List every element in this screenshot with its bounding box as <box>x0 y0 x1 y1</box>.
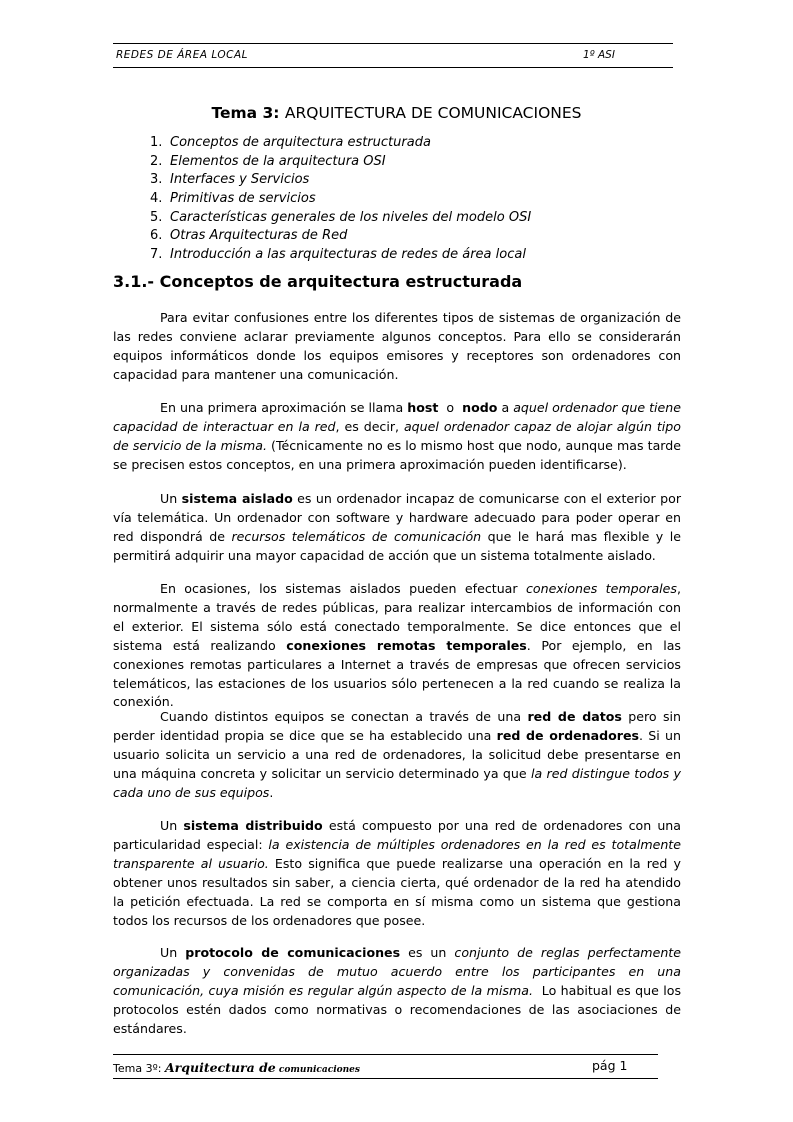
term-protocolo: protocolo de comunicaciones <box>185 945 401 960</box>
footer-chapter-subtitle: comunicaciones <box>275 1065 360 1075</box>
text: o <box>438 400 463 415</box>
text: Para evitar confusiones entre los diferentes tipos de sistemas de organización de las redes conviene aclarar previamente algunos conceptos. Para ello se considerarán equipos informáticos donde los equipos emisores y receptores son ordenadores con capacidad para mantener una comunicación. <box>113 310 681 382</box>
text: es un ordenador incapaz de comunicarse con el exterior por vía telemática. Un ordenador con software y hardware adecuado para poder operar en red dispondrá de <box>113 491 682 544</box>
text: . Por ejemplo, en las conexiones remotas particulares a Internet a través de empresas que ofrecen servicios telemáticos, las estaciones de los usuarios sólo pertenecen a la red cuando se realiza la conexión. <box>113 637 681 710</box>
text: Cuando distintos equipos se conectan a través de una <box>160 709 528 724</box>
toc-text: Conceptos de arquitectura estructurada <box>170 135 431 150</box>
page-number: pág 1 <box>592 1058 628 1073</box>
page-title <box>113 104 680 122</box>
paragraph-sistema-distribuido <box>113 817 681 930</box>
term-conexiones-remotas: conexiones remotas temporales <box>286 637 527 653</box>
toc-number: 5. <box>150 209 163 225</box>
definition: conjunto de reglas perfectamente organizadas y convenidas de mutuo acuerdo entre los participantes en una comunicación, cuya misión es regular algún aspecto de la misma. <box>113 945 681 998</box>
text: , es decir, <box>335 418 404 434</box>
header-course-level: 1º ASI <box>583 49 615 61</box>
text: (Técnicamente no es lo mismo host que nodo, aunque mas tarde se precisen estos conceptos, en una primera aproximación pueden identificarse). <box>113 437 681 472</box>
term-nodo: nodo <box>462 400 498 415</box>
text: a <box>497 400 514 415</box>
toc-item <box>150 246 531 265</box>
toc-number: 6. <box>150 228 163 244</box>
footer-prefix: Tema 3º: <box>113 1062 165 1075</box>
title-text: ARQUITECTURA DE COMUNICACIONES <box>284 104 582 122</box>
toc-item <box>150 227 531 246</box>
toc-text: Elementos de la arquitectura OSI <box>170 153 386 169</box>
toc-text: Otras Arquitecturas de Red <box>170 228 348 244</box>
text: que le hará mas flexible y le permitirá adquirir una mayor capacidad de acción que un sistema totalmente aislado. <box>113 528 681 563</box>
toc-number: 3. <box>150 172 163 188</box>
text: . <box>269 784 274 800</box>
paragraph-protocolo <box>113 944 686 1039</box>
text: , normalmente a través de redes públicas, para realizar intercambios de información con el exterior. El sistema sólo está conectado temporalmente. Se dice entonces que el sistema está realizando <box>113 581 682 653</box>
toc-number: 7. <box>150 247 163 263</box>
definition: aquel ordenador capaz de alojar algún tipo de servicio de la misma. <box>113 418 681 453</box>
emphasis: la red distingue todos y cada uno de sus equipos <box>113 765 681 800</box>
toc-item <box>150 171 531 190</box>
header-top-rule <box>113 43 673 44</box>
footer-top-rule <box>113 1054 658 1055</box>
paragraph-red-datos <box>113 708 681 803</box>
toc-text: Introducción a las arquitecturas de redes de área local <box>170 247 526 263</box>
text: En una primera aproximación se llama <box>160 400 408 415</box>
toc-item <box>150 209 531 228</box>
title-prefix: Tema 3: <box>211 104 280 122</box>
emphasis: recursos telemáticos de comunicación <box>231 528 482 544</box>
header-bottom-rule <box>113 67 673 68</box>
text: En ocasiones, los sistemas aislados pueden efectuar <box>160 581 526 596</box>
toc-number: 2. <box>150 153 163 169</box>
term-sistema-aislado: sistema aislado <box>181 491 293 506</box>
emphasis: la existencia de múltiples ordenadores en la red es totalmente transparente al usuario. <box>113 836 681 871</box>
text: es un <box>400 945 455 960</box>
term-red-de-ordenadores: red de ordenadores <box>496 727 640 743</box>
paragraph-conexiones <box>113 580 681 712</box>
toc-text: Primitivas de servicios <box>170 191 316 207</box>
term-red-de-datos: red de datos <box>527 709 622 724</box>
toc-text: Características generales de los niveles del modelo OSI <box>170 209 532 225</box>
footer-bottom-rule <box>113 1078 658 1079</box>
footer-chapter <box>113 1060 360 1075</box>
header-course-title: REDES DE ÁREA LOCAL <box>116 49 248 61</box>
toc-item <box>150 153 531 172</box>
toc-item <box>150 134 531 153</box>
paragraph-sistema-aislado <box>113 490 681 566</box>
toc-item <box>150 190 531 209</box>
toc-text: Interfaces y Servicios <box>170 172 310 188</box>
footer-chapter-title: Arquitectura de <box>164 1060 276 1075</box>
toc-number: 1. <box>150 135 163 150</box>
text: . Si un usuario solicita un servicio a una red de ordenadores, la solicitud debe presentarse en una máquina concreta y solicitar un servicio determinado ya que <box>113 727 681 781</box>
table-of-contents <box>150 134 531 265</box>
text: Un <box>160 818 184 833</box>
paragraph-host <box>113 399 681 475</box>
text: Un <box>160 491 182 506</box>
text: Lo habitual es que los protocolos estén dados como normativas o recomendaciones de las asociaciones de estándares. <box>113 982 686 1036</box>
section-heading: 3.1.- Conceptos de arquitectura estructurada <box>113 272 523 291</box>
term-sistema-distribuido: sistema distribuido <box>183 818 323 833</box>
term-host: host <box>407 400 439 415</box>
text: Un <box>160 945 186 960</box>
paragraph-intro <box>113 309 681 385</box>
definition: aquel ordenador que tiene capacidad de interactuar en la red <box>113 400 681 434</box>
text: pero sin perder identidad propia se dice que se ha establecido una <box>113 709 681 743</box>
text: está compuesto por una red de ordenadores con una particularidad especial: <box>113 818 681 852</box>
emphasis: conexiones temporales <box>525 581 677 596</box>
toc-number: 4. <box>150 191 163 207</box>
text: Esto significa que puede realizarse una operación en la red y obtener unos resultados sin saber, a ciencia cierta, qué ordenador de la red ha atendido la petición efectuada. La red se comporta en sí misma como un sistema que gestiona todos los recursos de los ordenadores que posee. <box>113 855 681 928</box>
